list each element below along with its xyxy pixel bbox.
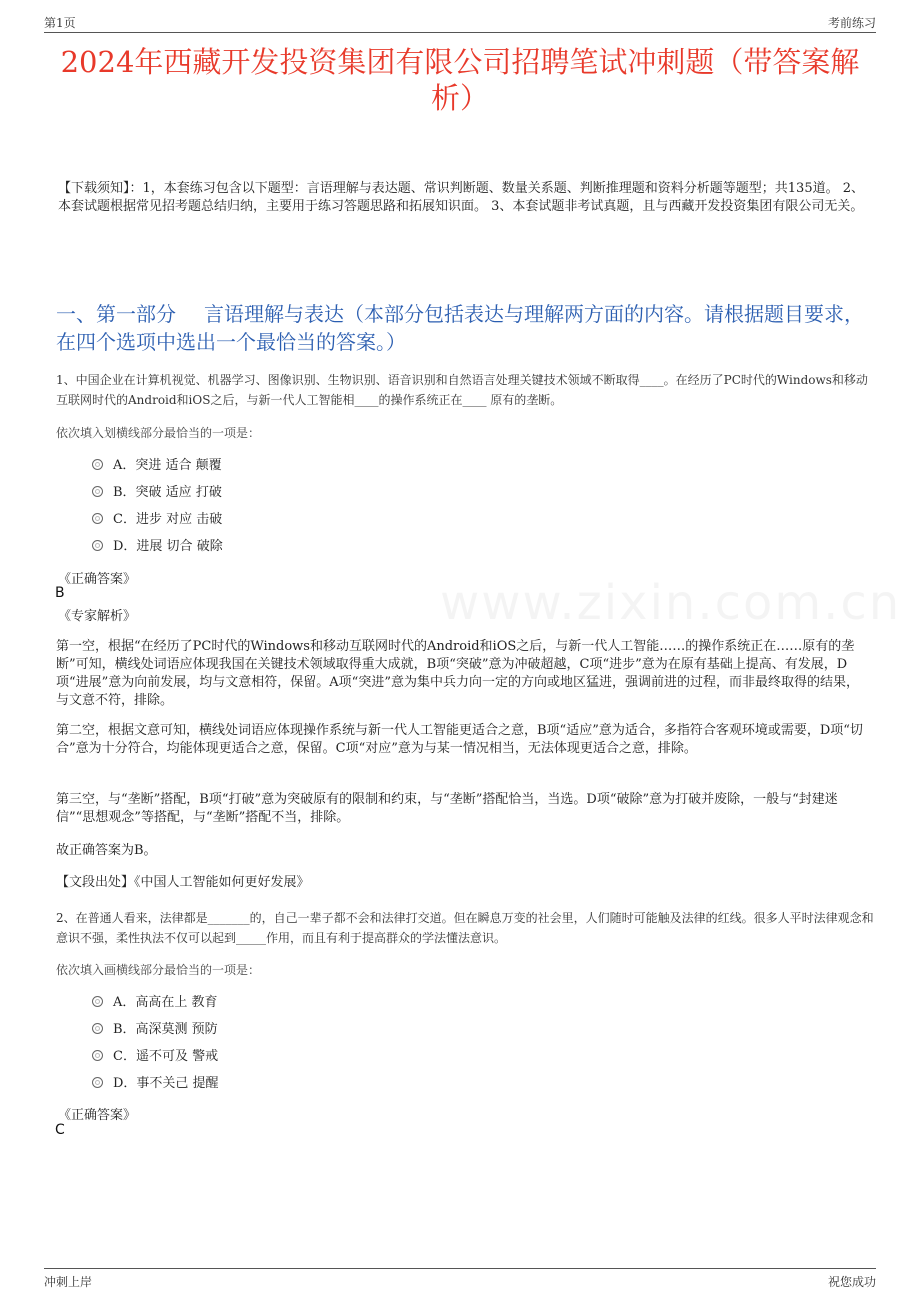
question-2-option-d[interactable]: D．事不关己 提醒 bbox=[92, 1075, 219, 1093]
radio-icon[interactable] bbox=[92, 1050, 103, 1061]
analysis-paragraph: 第一空，根据“在经历了PC时代的Windows和移动互联网时代的Android和iOS之后，与新一代人工智能……的操作系统正在……原有的垄断”可知，横线处词语应体现我国在关键技术领域取得重大成就，B项“突破”意为冲破超越，C项“进步”意为在原有基础上提高、有发展，D项“进展”意为向前发展，均与文意相符，保留。A项“突进”意为集中兵力向一定的方向或地区猛进，强调前进的过程，而非最终取得的结果，与文意不符，排除。 bbox=[56, 639, 859, 708]
radio-icon[interactable] bbox=[92, 1077, 103, 1088]
watermark bbox=[440, 575, 901, 631]
page-number: 第1页 bbox=[44, 16, 76, 30]
radio-icon[interactable] bbox=[92, 513, 103, 524]
section-text: 言语理解与表达（本部分包括表达与理解两方面的内容。请根据题目要求，在四个选项中选出一个最恰当的答案。） bbox=[56, 302, 864, 354]
question-2-prompt: 依次填入画横线部分最恰当的一项是： bbox=[56, 963, 261, 977]
question-2-text: 2、在普通人看来，法律都是_______的，自己一辈子都不会和法律打交道。但在瞬息万变的社会里，人们随时可能触及法律的红线。很多人平时法律观念和意识不强，柔性执法不仅可以起到_____作用，而且有利于提高群众的学法懂法意识。 bbox=[56, 911, 874, 945]
document-title: 2024年西藏开发投资集团有限公司招聘笔试冲刺题（带答案解析） bbox=[60, 45, 860, 115]
question-1-text: 1、中国企业在计算机视觉、机器学习、图像识别、生物识别、语音识别和自然语言处理关键技术领域不断取得____。在经历了PC时代的Windows和移动互联网时代的Android和iOS之后，与新一代人工智能相____的操作系统正在____ 原有的垄断。 bbox=[56, 373, 868, 407]
question-2-answer-label: 《正确答案》 bbox=[58, 1108, 137, 1123]
question-1-option-c[interactable]: C．进步 对应 击破 bbox=[92, 511, 222, 529]
page-footer bbox=[44, 1268, 876, 1289]
analysis-conclusion: 故正确答案为B。 bbox=[56, 843, 157, 858]
radio-icon[interactable] bbox=[92, 1023, 103, 1034]
download-notice: 【下载须知】：1，本套练习包含以下题型：言语理解与表达题、常识判断题、数量关系题、判断推理题和资料分析题等题型；共135道。 2、本套试题根据常见招考题总结归纳，主要用于练习答题思路和拓展知识面。 3、本套试题非考试真题，且与西藏开发投资集团有限公司无关。 bbox=[58, 181, 864, 214]
question-1-option-a[interactable]: A．突进 适合 颠覆 bbox=[92, 457, 222, 475]
header-label: 考前练习 bbox=[827, 16, 876, 30]
question-2-answer: C bbox=[55, 1122, 65, 1138]
question-1-analysis-label: 《专家解析》 bbox=[58, 609, 137, 624]
page-header bbox=[44, 12, 876, 33]
section-heading bbox=[56, 300, 876, 356]
question-1-option-b[interactable]: B．突破 适应 打破 bbox=[92, 484, 222, 502]
question-1-option-d[interactable]: D．进展 切合 破除 bbox=[92, 538, 223, 556]
question-2-option-c[interactable]: C．遥不可及 警戒 bbox=[92, 1048, 218, 1066]
question-1-answer: B bbox=[55, 585, 65, 601]
question-2-option-b[interactable]: B．高深莫测 预防 bbox=[92, 1021, 218, 1039]
analysis-paragraph: 第三空，与“垄断”搭配，B项“打破”意为突破原有的限制和约束，与“垄断”搭配恰当，当选。D项“破除”意为打破并废除，一般与“封建迷信”“思想观念”等搭配，与“垄断”搭配不当，排除。 bbox=[56, 792, 838, 825]
radio-icon[interactable] bbox=[92, 459, 103, 470]
section-number: 一、第一部分 bbox=[56, 302, 176, 326]
question-1-prompt: 依次填入划横线部分最恰当的一项是： bbox=[56, 426, 261, 440]
footer-right: 祝您成功 bbox=[827, 1275, 876, 1289]
radio-icon[interactable] bbox=[92, 486, 103, 497]
question-1-source: 【文段出处】《中国人工智能如何更好发展》 bbox=[56, 875, 310, 890]
question-2-option-a[interactable]: A．高高在上 教育 bbox=[92, 994, 218, 1012]
radio-icon[interactable] bbox=[92, 540, 103, 551]
radio-icon[interactable] bbox=[92, 996, 103, 1007]
analysis-paragraph: 第二空，根据文意可知，横线处词语应体现操作系统与新一代人工智能更适合之意，B项“适应”意为适合，多指符合客观环境或需要，D项“切合”意为十分符合，均能体现更适合之意，保留。C项“对应”意为与某一情况相当，无法体现更适合之意，排除。 bbox=[56, 723, 863, 756]
footer-left: 冲刺上岸 bbox=[44, 1275, 93, 1289]
question-1-answer-label: 《正确答案》 bbox=[58, 572, 137, 587]
